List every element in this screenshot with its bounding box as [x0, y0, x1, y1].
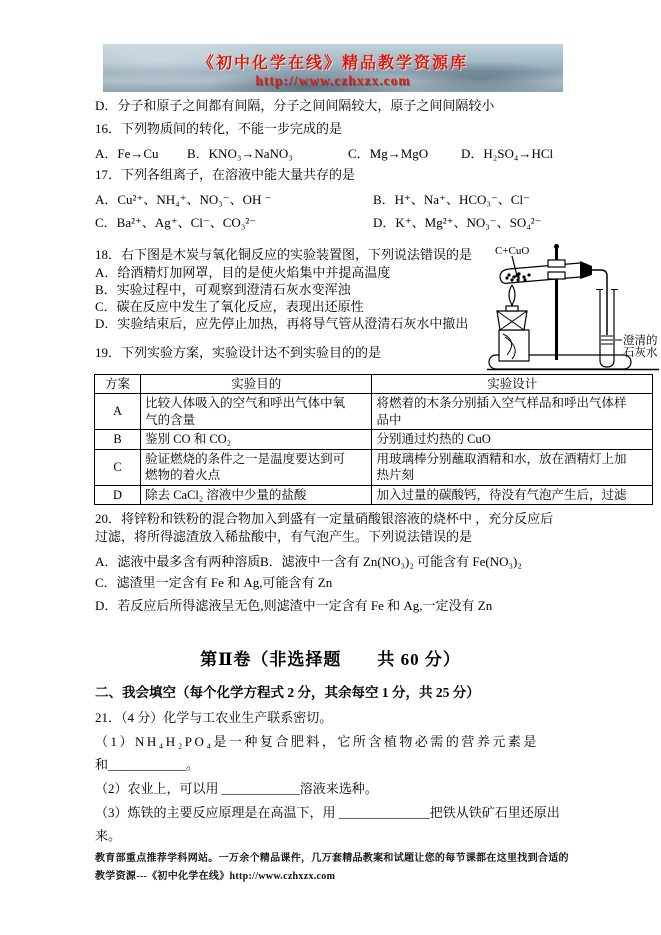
- footer-line2-text: 教学资源---《初中化学在线》: [95, 871, 230, 882]
- banner-title: 《初中化学在线》精品教学资源库: [197, 55, 468, 72]
- table-row: [95, 394, 653, 430]
- section2-title: 第Ⅱ卷（非选择题 共 60 分）: [200, 650, 461, 669]
- tube-content-label: C+CuO: [495, 245, 530, 257]
- q18-apparatus-diagram: [485, 242, 661, 378]
- q16-stem: 16．下列物质间的转化，不能一步完成的是: [95, 121, 343, 136]
- q20-option-b: B．滤液中一含有 Zn(NO₃)₂ 可能含有 Fe(NO₃)₂: [260, 554, 522, 569]
- apparatus-drawing: [485, 242, 661, 378]
- q20-option-a: A．滤液中最多含有两种溶质: [95, 554, 261, 569]
- q16-option-c: C．Mg→MgO: [348, 146, 429, 161]
- q20-option-c: C．滤渣里一定含有 Fe 和 Ag,可能含有 Zn: [95, 575, 333, 590]
- q18-option-d: D．实验结束后，应先停止加热，再将导气管从澄清石灰水中撤出: [95, 316, 469, 331]
- q19-table: [94, 374, 653, 505]
- table-row: [95, 449, 653, 485]
- site-banner: [103, 44, 563, 92]
- q18-option-b: B．实验过程中，可观察到澄清石灰水变浑浊: [95, 282, 351, 297]
- footer-line2: [95, 867, 335, 882]
- table-row: [95, 485, 653, 505]
- q17-option-d: D．K⁺、Mg²⁺、NO₃⁻、SO₄²⁻: [373, 215, 542, 230]
- limewater-label-line2: 石灰水: [623, 347, 658, 359]
- q20-option-d: D．若反应后所得滤液呈无色,则滤渣中一定含有 Fe 和 Ag,一定没有 Zn: [95, 598, 493, 613]
- q21-part1-line2: 和____________。: [95, 757, 200, 772]
- banner-url: http://www.czhxzx.com: [255, 73, 411, 88]
- header-design: 实验设计: [372, 375, 653, 394]
- cell-purpose-c: 验证燃烧的条件之一是温度要达到可燃物的着火点: [141, 449, 372, 485]
- cell-plan-d: D: [95, 485, 141, 505]
- header-plan: 方案: [95, 375, 141, 394]
- cell-design-a: 将燃着的木条分别插入空气样品和呼出气体样品中: [372, 394, 653, 430]
- q21-stem: 21．（4 分）化学与工农业生产联系密切。: [95, 710, 333, 725]
- q16-option-a: A．Fe→Cu: [95, 146, 159, 161]
- flame-icon: [509, 285, 515, 305]
- q18-option-c: C．碳在反应中发生了氧化反应，表现出还原性: [95, 299, 364, 314]
- table-header-row: [95, 375, 653, 394]
- q17-stem: 17．下列各组离子，在溶液中能大量共存的是: [95, 167, 356, 182]
- q17-option-a: A．Cu²⁺、NH₄⁺、NO₃⁻、OH ⁻: [95, 192, 272, 207]
- q21-part2: （2）农业上，可以用 ____________溶液来选种。: [95, 781, 378, 796]
- pole-knob: [554, 244, 559, 249]
- cell-plan-c: C: [95, 449, 141, 485]
- cell-design-c: 用玻璃棒分别蘸取酒精和水，放在酒精灯上加热片刻: [372, 449, 653, 485]
- q17-option-c: C．Ba²⁺、Ag⁺、Cl⁻、CO₃²⁻: [95, 215, 257, 230]
- footer-url: http://www.czhxzx.com: [229, 871, 336, 882]
- q16-options-row: [0, 143, 661, 161]
- q17-options-row-1: [0, 189, 661, 207]
- cell-design-d: 加入过量的碳酸钙，待没有气泡产生后，过滤: [372, 485, 653, 505]
- cell-purpose-b: 鉴别 CO 和 CO₂: [141, 430, 372, 450]
- cell-purpose-a: 比较人体吸入的空气和呼出气体中氧气的含量: [141, 394, 372, 430]
- q20-options-row: [0, 551, 661, 569]
- q17-option-b: B．H⁺、Na⁺、HCO₃⁻、Cl⁻: [373, 192, 530, 207]
- q18-option-a: A．给酒精灯加网罩，目的是使火焰集中并提高温度: [95, 265, 391, 280]
- cell-plan-a: A: [95, 394, 141, 430]
- q16-option-b: B．KNO₃→NaNO₃: [187, 146, 293, 161]
- q17-options-row-2: [0, 212, 661, 230]
- q21-part3-line1: （3）炼铁的主要反应原理是在高温下，用 ______________把铁从铁矿石里还原出: [95, 805, 560, 820]
- q15-option-d: D．分子和原子之间都有间隔，分子之间间隔较大，原子之间间隔较小: [95, 98, 495, 113]
- cell-plan-b: B: [95, 430, 141, 450]
- q20-stem-line2: 过滤，将所得滤渣放入稀盐酸中，有气泡产生。下列说法错误的是: [95, 529, 473, 544]
- q20-stem-line1: 20．将锌粉和铁粉的混合物加入到盛有一定量硝酸银溶液的烧杯中 ，充分反应后: [95, 511, 554, 526]
- cell-purpose-d: 除去 CaCl₂ 溶液中少量的盐酸: [141, 485, 372, 505]
- rubber-stopper: [580, 261, 592, 279]
- lamp-cap: [506, 306, 518, 311]
- clamp-jaw-bottom: [548, 272, 565, 279]
- q21-part1-line1: （1）NH₄H₂PO₄是一种复合肥料，它所含植物必需的营养元素是: [95, 734, 539, 749]
- limewater-level-lines: [601, 336, 613, 344]
- q16-option-d: D．H₂SO₄→HCl: [461, 146, 554, 161]
- table-row: [95, 430, 653, 450]
- header-purpose: 实验目的: [141, 375, 372, 394]
- section2-subtitle: 二、我会填空（每个化学方程式 2 分，其余每空 1 分，共 25 分）: [95, 685, 480, 700]
- footer-line1: 教育部重点推荐学科网站。一万余个精品课件，几万套精品教案和试题让您的每节课都在这里找到合适的: [95, 853, 569, 864]
- q21-part3-line2: 来。: [95, 828, 122, 843]
- q19-stem: 19．下列实验方案，实验设计达不到实验目的的是: [95, 345, 382, 360]
- q18-stem: 18．右下图是木炭与氧化铜反应的实验装置图，下列说法错误的是: [95, 247, 473, 262]
- clamp-jaw-top: [548, 260, 565, 267]
- cell-design-b: 分别通过灼热的 CuO: [372, 430, 653, 450]
- limewater-label-line1: 澄清的: [623, 335, 658, 347]
